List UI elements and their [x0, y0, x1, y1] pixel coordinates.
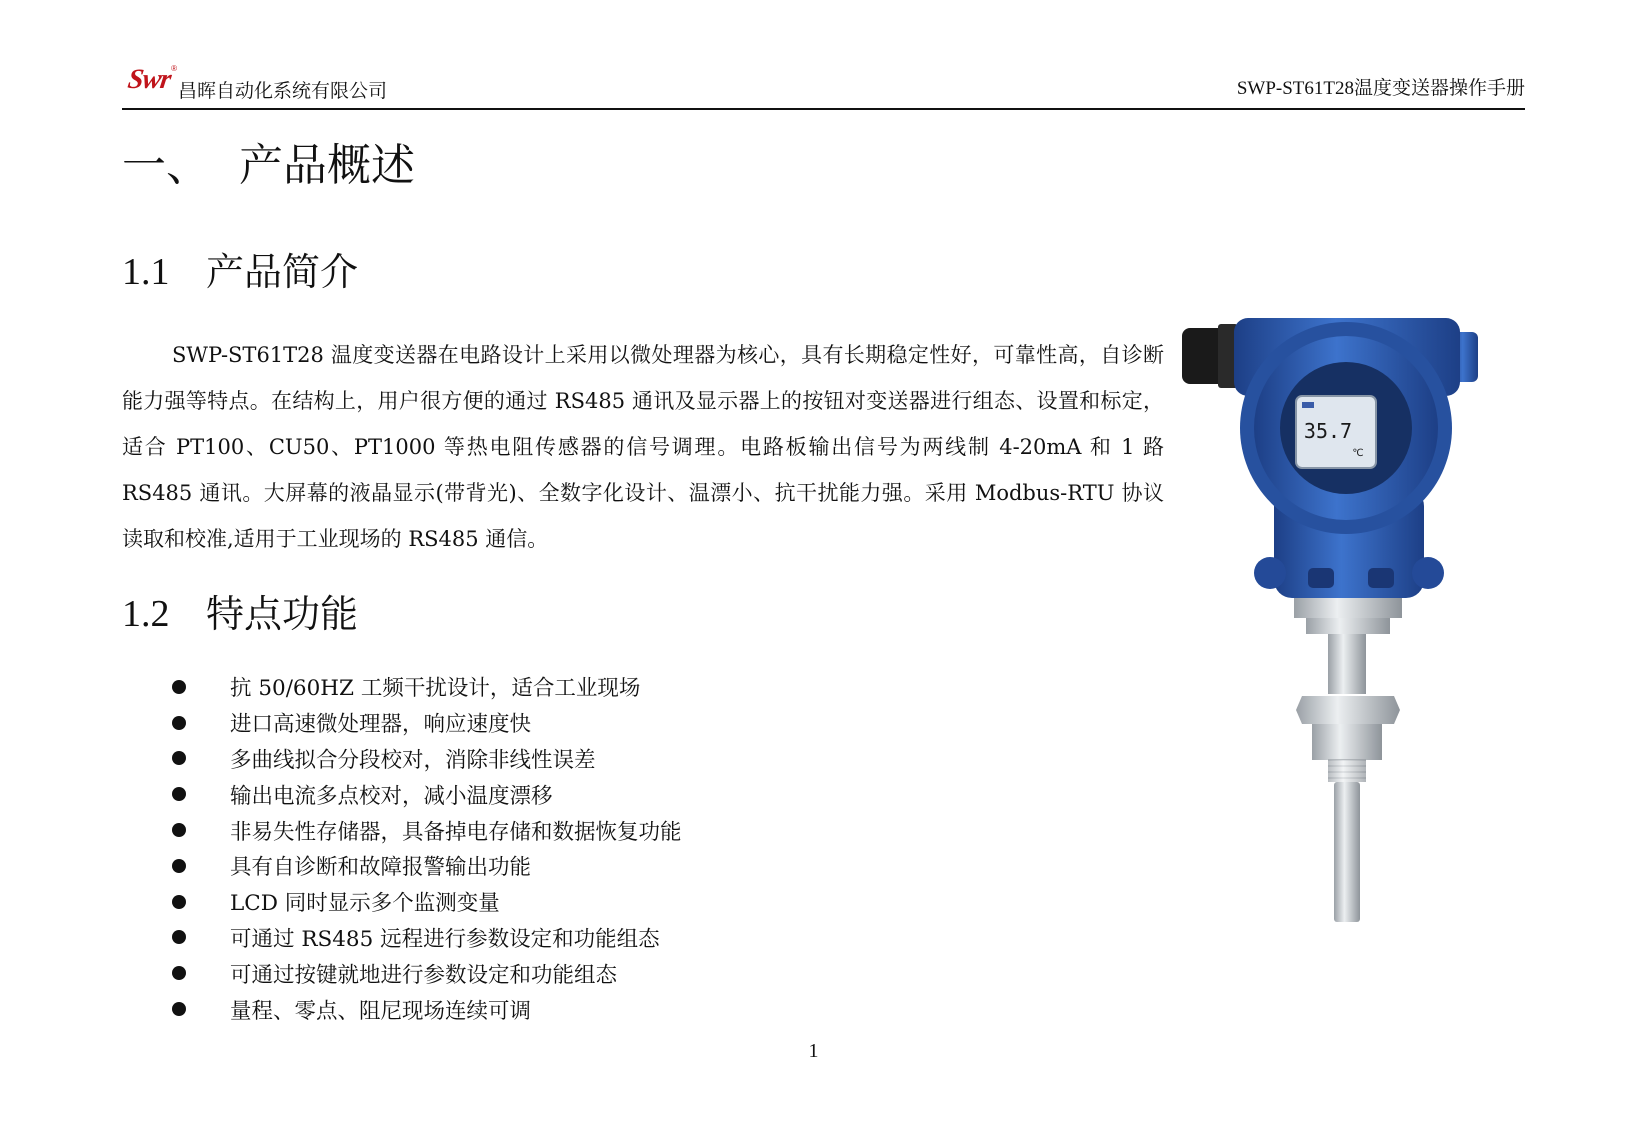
subsection-title: 特点功能	[206, 592, 359, 636]
feature-text: 进口高速微处理器，响应速度快	[230, 712, 532, 738]
stem-upper	[1328, 634, 1366, 694]
bullet-icon	[172, 895, 186, 909]
page-number: 1	[808, 1040, 819, 1062]
feature-item	[172, 848, 682, 884]
subsection-heading-intro	[122, 250, 358, 294]
feature-item	[172, 705, 682, 741]
feature-text: 非易失性存储器，具备掉电存储和数据恢复功能	[230, 819, 682, 845]
compression-nut	[1296, 696, 1400, 724]
feature-text: 可通过按键就地进行参数设定和功能组态	[230, 962, 618, 988]
feature-item	[172, 812, 682, 848]
bullet-icon	[172, 716, 186, 730]
section-heading	[122, 140, 415, 192]
lcd-display	[1296, 396, 1376, 468]
section-number: 一、	[122, 140, 210, 191]
lcd-unit: ℃	[1352, 448, 1364, 459]
subsection-number: 1.1	[122, 251, 170, 293]
intro-paragraph: SWP-ST61T28 温度变送器在电路设计上采用以微处理器为核心，具有长期稳定性好，可靠性高，自诊断能力强等特点。在结构上，用户很方便的通过 RS485 通讯及显示器上的按钮对变送器进行组态、设置和标定，适合 PT100、CU50、PT1000 等热电阻传感器的信号调理。电路板输出信号为两线制 4-20mA 和 1 路 RS485 通讯。大屏幕的液晶显示(带背光)、全数字化设计、温漂小、抗干扰能力强。采用 Modbus-RTU 协议读取和校准,适用于工业现场的 RS485 通信。	[122, 343, 1164, 551]
bullet-icon	[172, 680, 186, 694]
feature-item	[172, 776, 682, 812]
bullet-icon	[172, 966, 186, 980]
feature-list	[172, 669, 682, 1027]
feature-item	[172, 920, 682, 956]
bullet-icon	[172, 930, 186, 944]
subsection-heading-features	[122, 592, 358, 636]
bullet-icon	[172, 751, 186, 765]
feature-text: 输出电流多点校对，减小温度漂移	[230, 783, 553, 809]
feature-text: 抗 50/60HZ 工频干扰设计，适合工业现场	[230, 676, 641, 702]
manual-title: SWP-ST61T28温度变送器操作手册	[1236, 78, 1525, 99]
feature-text: 具有自诊断和故障报警输出功能	[230, 855, 532, 881]
feature-text: LCD 同时显示多个监测变量	[230, 891, 500, 917]
temperature-transmitter-photo	[1178, 318, 1518, 978]
bullet-icon	[172, 823, 186, 837]
registered-mark: ®	[171, 64, 178, 73]
section-title: 产品概述	[239, 140, 415, 191]
feature-item	[172, 955, 682, 991]
subsection-number: 1.2	[122, 593, 170, 635]
feature-item	[172, 991, 682, 1027]
cable-gland	[1182, 324, 1238, 388]
feature-text: 多曲线拟合分段校对，消除非线性误差	[230, 747, 596, 773]
company-name: 昌晖自动化系统有限公司	[178, 80, 388, 102]
company-logo	[125, 64, 178, 95]
feature-text: 可通过 RS485 远程进行参数设定和功能组态	[230, 926, 660, 952]
sensor-probe	[1334, 782, 1360, 922]
bullet-icon	[172, 859, 186, 873]
hex-fitting-top	[1294, 598, 1402, 618]
feature-item	[172, 669, 682, 705]
bullet-icon	[172, 1002, 186, 1016]
bullet-icon	[172, 787, 186, 801]
feature-item	[172, 884, 682, 920]
lcd-reading: 35.7	[1303, 419, 1353, 443]
logo-text: Swr	[125, 64, 173, 95]
page-header	[122, 60, 1525, 110]
feature-item	[172, 741, 682, 777]
subsection-title: 产品简介	[206, 250, 359, 294]
feature-text: 量程、零点、阻尼现场连续可调	[230, 998, 532, 1024]
